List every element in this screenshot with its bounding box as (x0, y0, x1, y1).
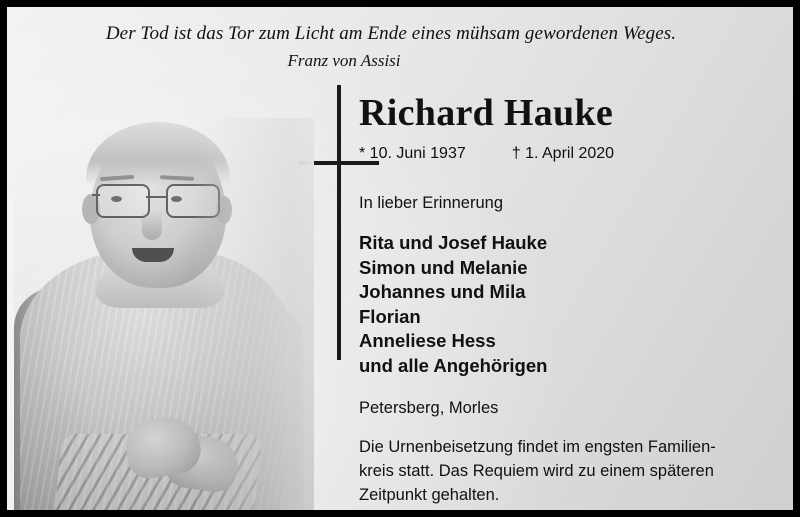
place-text: Petersberg, Morles (359, 399, 499, 417)
deceased-name: Richard Hauke (359, 92, 614, 134)
life-dates (359, 145, 749, 163)
card-inner (7, 7, 793, 510)
list-item: und alle Angehörigen (359, 354, 548, 376)
memory-heading: In lieber Erinnerung (359, 194, 504, 212)
list-item: Simon und Melanie (359, 256, 528, 278)
mourners-list (359, 231, 547, 378)
portrait-photo (14, 118, 314, 510)
notice-line: Zeitpunkt gehalten. (359, 486, 500, 504)
list-item: Johannes und Mila (359, 281, 526, 302)
list-item: Anneliese Hess (359, 330, 496, 351)
birth-date: * 10. Juni 1937 (359, 145, 466, 162)
list-item: Rita und Josef Hauke (359, 232, 548, 253)
quote-author: Franz von Assisi (287, 51, 401, 70)
death-date: † 1. April 2020 (511, 145, 615, 162)
quote-text: Der Tod ist das Tor zum Licht am Ende eines mühsam gewordenen Weges. (105, 23, 677, 44)
funeral-notice (359, 435, 779, 507)
portrait-shading (14, 118, 314, 510)
cross-vertical-bar (337, 85, 341, 360)
notice-line: kreis statt. Das Requiem wird zu einem späteren (359, 462, 714, 480)
list-item: Florian (359, 305, 421, 327)
notice-line: Die Urnenbeisetzung findet im engsten Familien- (359, 438, 716, 456)
